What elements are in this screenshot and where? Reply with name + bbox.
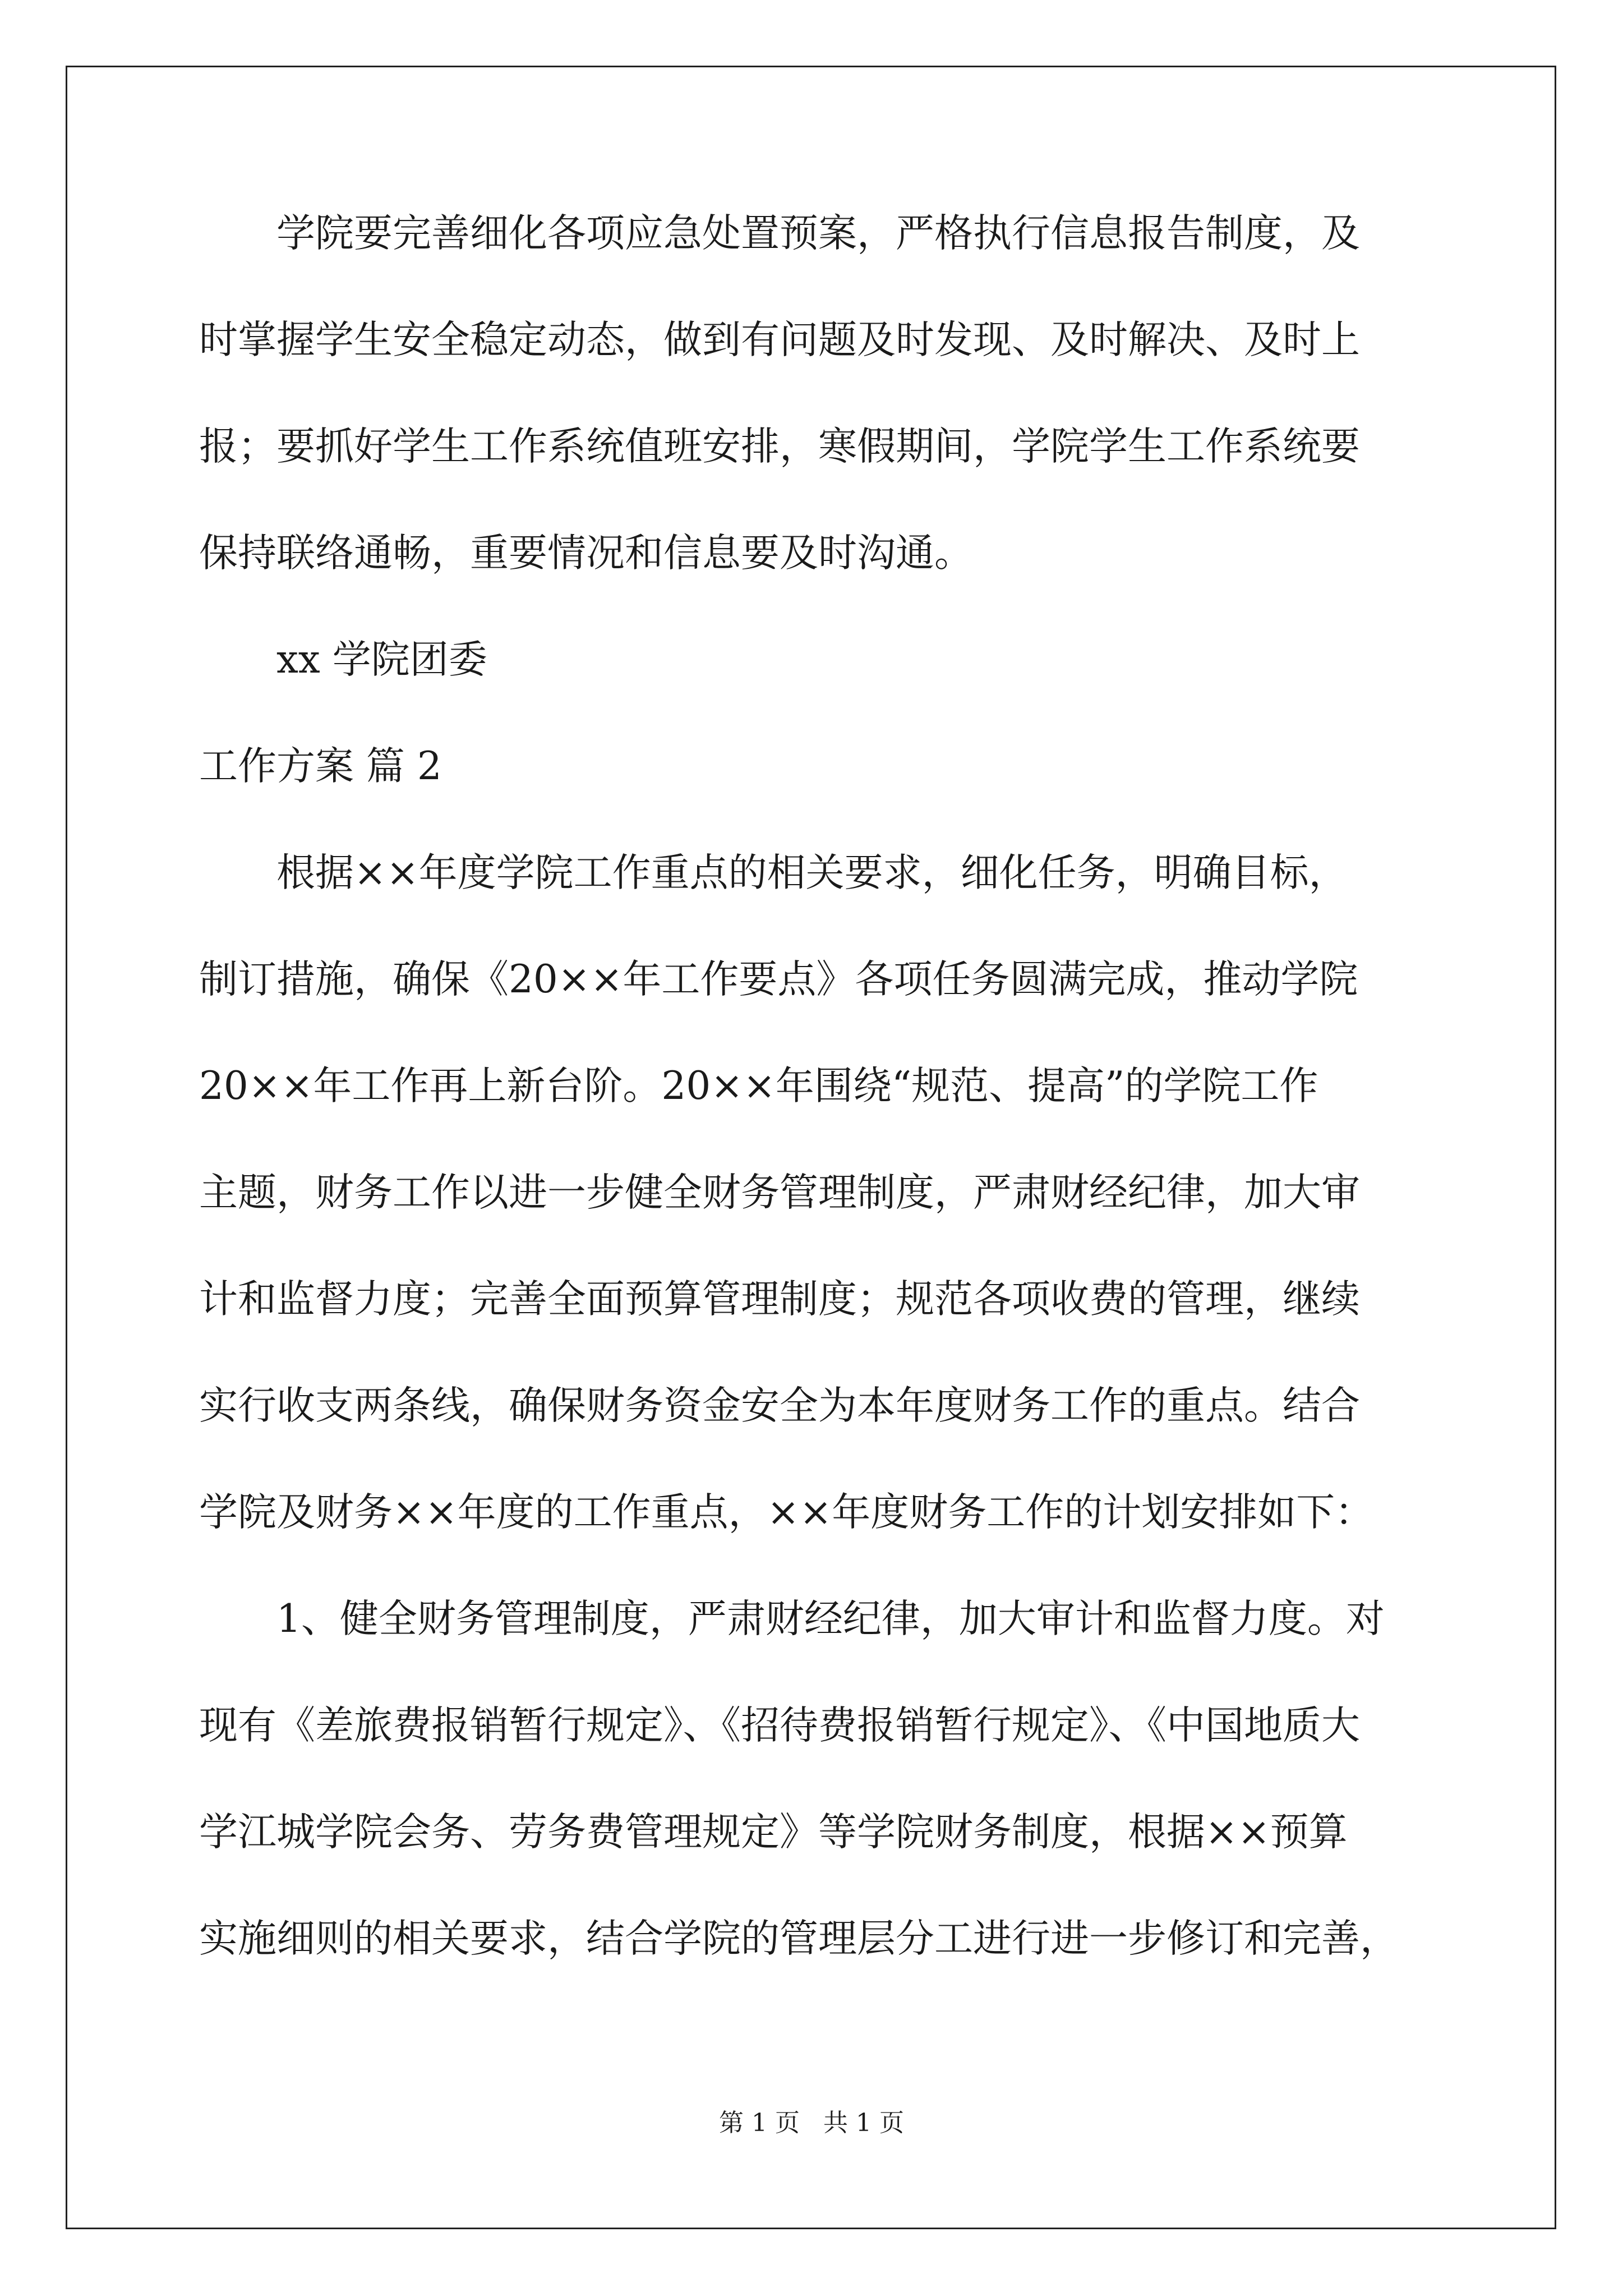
paragraph-line: 主题，财务工作以进一步健全财务管理制度，严肃财经纪律，加大审 bbox=[199, 1170, 1360, 1215]
paragraph-line: 时掌握学生安全稳定动态，做到有问题及时发现、及时解决、及时上 bbox=[199, 318, 1360, 362]
paragraph-line: 保持联络通畅，重要情况和信息要及时沟通。 bbox=[199, 531, 973, 576]
paragraph-line: 学院及财务××年度的工作重点，××年度财务工作的计划安排如下： bbox=[199, 1490, 1374, 1535]
paragraph-line: 制订措施，确保《20××年工作要点》各项任务圆满完成，推动学院 bbox=[199, 957, 1358, 1002]
paragraph-line: 现有《差旅费报销暂行规定》、《招待费报销暂行规定》、《中国地质大 bbox=[199, 1703, 1360, 1748]
paragraph-line: 20××年工作再上新台阶。20××年围绕“规范、提高”的学院工作 bbox=[199, 1064, 1318, 1108]
paragraph-line: 报；要抓好学生工作系统值班安排，寒假期间，学院学生工作系统要 bbox=[199, 424, 1360, 469]
page-border bbox=[66, 66, 1556, 2229]
page-footer: 第 1 页 共 1 页 bbox=[719, 2109, 904, 2137]
paragraph-line: 实施细则的相关要求，结合学院的管理层分工进行进一步修订和完善， bbox=[199, 1916, 1399, 1961]
signature-line: xx 学院团委 bbox=[276, 637, 487, 682]
paragraph-line: 实行收支两条线，确保财务资金安全为本年度财务工作的重点。结合 bbox=[199, 1383, 1360, 1428]
paragraph-line: 学江城学院会务、劳务费管理规定》等学院财务制度，根据××预算 bbox=[199, 1810, 1348, 1855]
paragraph-line: 计和监督力度；完善全面预算管理制度；规范各项收费的管理，继续 bbox=[199, 1277, 1360, 1322]
paragraph-line: 根据××年度学院工作重点的相关要求，细化任务，明确目标， bbox=[276, 850, 1348, 895]
paragraph-line: 1、健全财务管理制度，严肃财经纪律，加大审计和监督力度。对 bbox=[276, 1596, 1385, 1641]
paragraph-line: 学院要完善细化各项应急处置预案，严格执行信息报告制度，及 bbox=[276, 211, 1360, 256]
section-heading: 工作方案 篇 2 bbox=[199, 744, 442, 789]
